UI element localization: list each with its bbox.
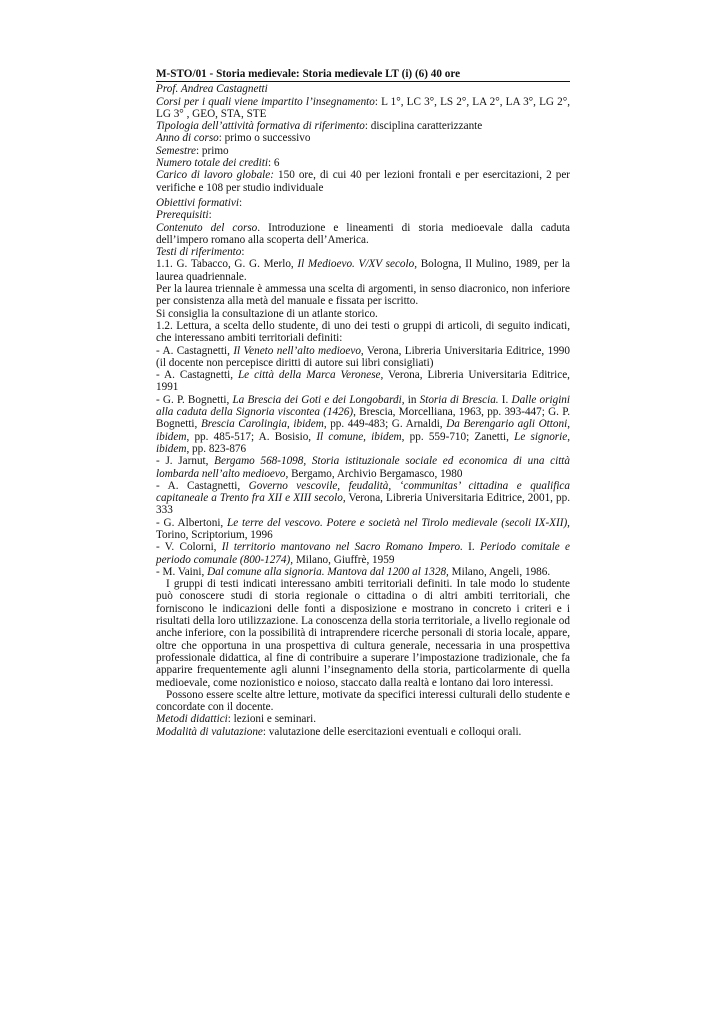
text-fragment: Dal comune alla signoria. Mantova dal 1200 al 1328, [207,565,449,578]
text-fragment: Il Medioevo. V/XV secolo [297,258,415,271]
carico-line [156,169,570,194]
text-fragment: , pp. 485-517; A. Bosisio, [186,430,317,443]
paragraph-gruppi: I gruppi di testi indicati interessano ambiti territoriali definiti. In tale modo lo studente può conoscere studi di storia regionale o cittadina o di altri ambiti territoriali, che forniscono le indicazioni delle fonti a disposizione e mostrano in concreto i criteri e i risultati della loro utilizzazione. La conoscenza della storia territoriale, a livello regionale od anche inferiore, con la possibilità di intraprendere ricerche personali di storia locale, appare, oltre che opportuna in una prospettiva di cultura generale, necessaria in una prospettiva professionale didattica, al fine di contribuire a superare l’impostazione tradizionale, che fa apparire frequentemente agli alunni l’insegnamento della storia, particolarmente di quella medioevale, come nozionistico e noioso, staccato dalla realtà e lontano dai loro interessi. [156,578,570,689]
text-fragment: Storia di Brescia. [419,393,499,406]
testi-line [156,246,570,258]
crediti-label: Numero totale dei crediti [156,157,268,170]
text-fragment: Da Berengario agli Ottoni [446,418,568,431]
text-fragment: Il comune, ibidem [316,430,402,443]
text-fragment: I. [462,541,480,554]
text-fragment: , pp. 823-876 [186,442,247,455]
text-fragment: Le città della Marca Veronese, [237,369,384,382]
text-fragment: Dalle origini alla caduta della Signoria viscontea (1426) [156,393,570,419]
contenuto-value: . Introduzione e lineamenti di storia medioevale dalla caduta dell’impero romano alla scoperta dell’America. [156,221,570,246]
text-1-1 [156,258,570,283]
anno-line [156,132,570,144]
text-fragment: - G. P. Bognetti, [156,393,233,406]
reference-item [156,369,570,394]
text-fragment: Brescia Carolingia [200,418,287,431]
text-fragment: , pp. 449-483; G. Arnaldi, [323,418,447,431]
text-fragment: - A. Castagnetti, [156,369,238,382]
paragraph-altre-letture: Possono essere scelte altre letture, motivate da specifici interessi culturali dello studente e concordate con il docente. [156,688,570,714]
obiettivi-line [156,197,570,209]
text-fragment: Milano, Angeli, 1986. [448,565,551,578]
text-fragment: Le signorie [514,430,568,443]
metodi-label: Metodi didattici [156,713,228,726]
text-fragment: Torino, Scriptorium, 1996 [156,528,273,541]
text-fragment: , Verona, Libreria Universitaria Editrice, 2001, pp. 333 [156,492,571,517]
text-fragment: ibidem [293,418,324,431]
obiettivi-label: Obiettivi formativi [156,196,239,209]
text-atlante: Si consiglia la consultazione di un atlante storico. [156,307,378,320]
text-fragment: - V. Colorni, [156,541,222,554]
reference-item [156,455,570,480]
text-fragment: , Verona, Libreria Universitaria Editrice, 1990 (il docente non percepisce diritti di autore sui libri consigliati) [156,344,570,369]
text-fragment: , [567,418,570,431]
text-fragment: , Brescia, Morcelliana, 1963, pp. 393-447; G. P. Bognetti, [156,406,570,431]
text-triennale: Per la laurea triennale è ammessa una scelta di argomenti, in senso diacronico, non inferiore per consistenza alla metà del manuale e fissata per iscritto. [156,283,570,308]
text-fragment: Verona, Libreria Universitaria Editrice, 1991 [156,369,570,394]
text-fragment: Periodo comitale e periodo comunale (800-1274), [156,541,570,566]
prerequisiti-line [156,209,570,221]
course-title: M-STO/01 - Storia medievale: Storia medievale LT (i) (6) 40 ore [156,68,461,80]
contenuto-line [156,222,570,247]
prerequisiti-label: Prerequisiti [156,209,209,222]
course-document [156,68,570,738]
tipologia-value: : disciplina caratterizzante [364,120,483,133]
reference-item [156,541,570,566]
carico-value: 150 ore, di cui 40 per lezioni frontali e per esercitazioni, 2 per verifiche e 108 per studio individuale [156,169,571,194]
text-fragment: - A. Castagnetti, [156,344,234,357]
tipologia-line [156,120,570,132]
metodi-value: : lezioni e seminari. [227,713,317,726]
text-fragment: ibidem [156,442,187,455]
reference-item [156,566,570,578]
text-fragment: Governo vescovile, feudalità, ‘communitas’ cittadina e qualifica capitaneale a Trento fra XII e XIII secolo [156,479,570,505]
crediti-line [156,157,570,169]
modalita-label: Modalità di valutazione [156,725,263,738]
text-fragment: , Bologna, Il Mulino, 1989, per la laurea quadriennale. [156,258,570,283]
reference-item [156,394,570,455]
reference-item [156,480,570,517]
text-fragment: Le terre del vescovo. Potere e società nel Tirolo medievale (secoli IX-XII), [227,516,570,529]
text-fragment: Milano, Giuffrè, 1959 [293,553,395,566]
anno-label: Anno di corso [156,132,219,145]
text-fragment: , pp. 559-710; Zanetti, [401,430,515,443]
testi-label: Testi di riferimento [156,246,242,259]
modalita-value: : valutazione delle esercitazioni eventuali e colloqui orali. [262,725,522,738]
testi-value: : [241,246,245,259]
corsi-line [156,96,570,121]
crediti-value: : 6 [267,157,280,170]
carico-label: Carico di lavoro globale: [156,169,274,182]
text-fragment: - J. Jarnut, [156,455,215,468]
semestre-label: Semestre [156,144,196,157]
professor-name: Prof. Andrea Castagnetti [156,83,268,96]
corsi-label: Corsi per i quali viene impartito l’insegnamento [156,95,375,108]
contenuto-label: Contenuto del corso [156,221,258,234]
text-fragment: , [286,418,294,431]
obiettivi-value: : [238,196,243,209]
text-fragment: Il territorio mantovano nel Sacro Romano Impero. [221,541,463,554]
corsi-value: : L 1°, LC 3°, LS 2°, LA 2°, LA 3°, LG 2°, LG 3° , GEO, STA, STE [156,95,570,120]
anno-value: : primo o successivo [218,132,311,145]
semestre-value: : primo [195,144,229,157]
text-fragment: ibidem [156,430,187,443]
title-rule [156,81,570,82]
text-fragment: - G. Albertoni, [156,516,228,529]
text-fragment: I. [498,393,512,406]
tipologia-label: Tipologia dell’attività formativa di riferimento [156,120,365,133]
text-fragment: 1.1. G. Tabacco, G. G. Merlo, [156,258,298,271]
text-fragment: Il Veneto nell’alto medioevo [233,344,361,357]
metodi-line [156,713,570,725]
text-fragment: in [404,393,420,406]
text-fragment: Bergamo, Archivio Bergamasco, 1980 [288,467,463,480]
reference-item [156,345,570,370]
text-fragment: La Brescia dei Goti e dei Longobardi, [232,393,405,406]
reference-item [156,517,570,542]
text-fragment: - M. Vaini, [156,565,208,578]
text-fragment: , [567,430,571,443]
semestre-line [156,145,570,157]
text-fragment: Bergamo 568-1098, Storia istituzionale sociale ed economica di una città lombarda nell’alto medioevo, [156,455,571,480]
modalita-line [156,726,570,738]
prerequisiti-value: : [208,209,212,222]
text-1-2: 1.2. Lettura, a scelta dello studente, di uno dei testi o gruppi di articoli, di seguito indicati, che interessano ambiti territoriali definiti: [156,319,570,345]
text-fragment: - A. Castagnetti, [156,479,249,492]
